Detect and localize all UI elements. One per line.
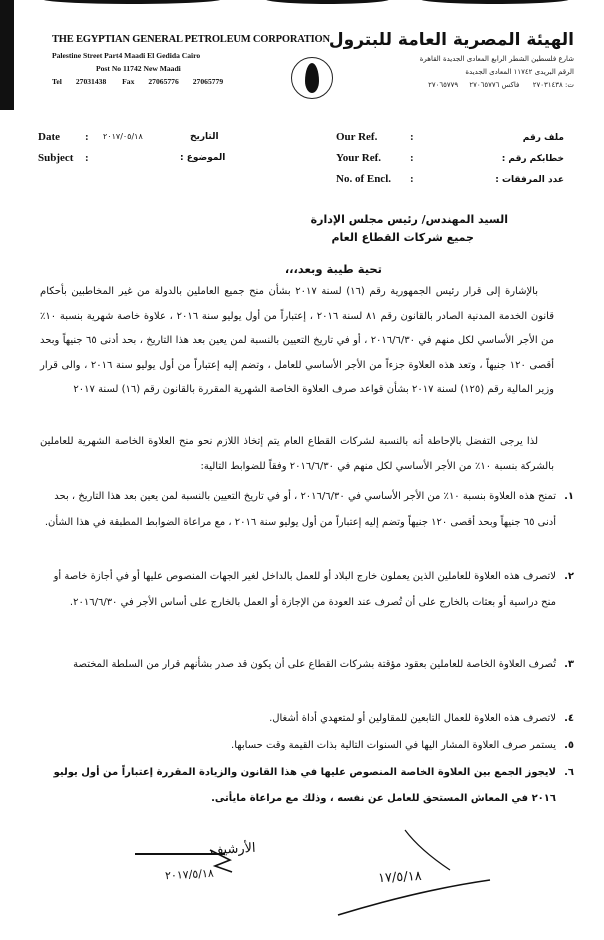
addressee-title: السيد المهندس/ رئيس مجلس الإدارة xyxy=(310,213,508,226)
your-ref-label: Your Ref. xyxy=(336,152,382,164)
body-paragraph-2 xyxy=(40,430,554,479)
subject-label: Subject xyxy=(38,152,74,164)
enclosures-label: No. of Encl. xyxy=(336,173,391,185)
flame-logo-icon xyxy=(291,57,333,99)
tel-number: 27031438 xyxy=(75,77,107,86)
org-name-english: THE EGYPTIAN GENERAL PETROLEUM CORPORATION xyxy=(52,34,330,45)
signature-right-date: ١٧/٥/١٨ xyxy=(377,868,423,887)
punch-hole xyxy=(265,0,390,4)
date-label: Date xyxy=(38,131,60,143)
body-paragraph-1-text: بالإشارة إلى قرار رئيس الجمهورية رقم (١٦) لسنة ٢٠١٧ بشأن منح جميع العاملين بالدولة من غير المخاطبين بأحكام قانون الخدمة المدنية الصادر بالقانون رقم ٨١ لسنة ٢٠١٦ ، إعتباراً من أول يوليو سنة ٢٠١٦ ، علاوة خاصة شهرية بنسبة ١٠٪ من الأجر الأساسي لكل منهم في ٢٠١٦/٦/٣٠ ، أو في تاريخ التعيين بالنسبة لمن يعين بعد هذا التاريخ ، بحد أدنى ٦٥ جنيهاً وبحد أقصى ١٢٠ جنيهاً ، وتعد هذه العلاوة جزءاً من الأجر الأساسي للعامل ، وتضم إليه إعتباراً من أول يوليو سنة ٢٠١٦ ، والى قرار وزير المالية رقم (١٢٥) لسنة ٢٠١٧ بشأن قواعد صرف العلاوة الخاصة الشهرية المقررة بالقانون رقم (١٦) لسنة ٢٠١٧ xyxy=(40,286,554,395)
list-item-text: تمنح هذه العلاوة بنسبة ١٠٪ من الأجر الأساسي في ٢٠١٦/٦/٣٠ ، أو في تاريخ التعيين بالنسبة لمن يعين بعد هذا التاريخ ، بحد أدنى ٦٥ جنيهاً وبحد أقصى ١٢٠ جنيهاً وتضم إليه إعتباراً من أول يوليو سنة ٢٠١٦ ، مع مراعاة الضوابط المطبقة في هذا الشأن. xyxy=(44,491,556,528)
punch-hole xyxy=(42,0,222,4)
enclosures-label-arabic: عدد المرفقات : xyxy=(495,175,564,185)
list-item-text: لاتصرف هذه العلاوة للعاملين الذين يعملون خارج البلاد أو للعمل بالداخل لغير الجهات المنصوص عليها أو في أجازة خاصة أو منح دراسية أو بعثات بالخارج على أن تُصرف عند العودة من الإجازة أو العمل بالخارج على أساس الأجر في ٢٠١٦/٦/٣٠. xyxy=(53,571,556,608)
fax-arabic-2: ٢٧٠٦٥٧٧٩ xyxy=(428,81,459,89)
list-item-text: لاتصرف هذه العلاوة للعمال التابعين للمقاولين أو لمتعهدي أداة أشغال. xyxy=(269,713,556,724)
fax-number-1: 27065776 xyxy=(148,77,179,86)
list-item-number: ٤. xyxy=(564,713,574,724)
body-paragraph-1 xyxy=(40,280,554,420)
list-item xyxy=(40,652,574,678)
date-colon: : xyxy=(85,131,89,143)
list-item xyxy=(40,760,574,812)
fax-number-2: 27065779 xyxy=(192,77,224,86)
our-ref-label: Our Ref. xyxy=(336,131,378,143)
punch-hole xyxy=(420,0,570,4)
subject-label-arabic: الموضوع : xyxy=(180,153,226,163)
scan-edge xyxy=(0,0,14,110)
list-item xyxy=(40,564,574,616)
our-ref-label-arabic: ملف رقم xyxy=(522,133,564,143)
contact-line-arabic xyxy=(329,81,574,89)
address-line-arabic: شارع فلسطين الشطر الرابع المعادى الجديدة القاهرة xyxy=(419,55,574,63)
list-item-text: لايجوز الجمع بين العلاوة الخاصة المنصوص عليها في هذا القانون والزيادة المقررة إعتباراً من أول يوليو ٢٠١٦ في المعاش المستحق للعامل عن نفسه ، وذلك مع مراعاة مايأتى. xyxy=(53,767,556,804)
tel-arabic: ت: ٢٧٠٣١٤٣٨ xyxy=(532,81,574,89)
list-item-number: ٣. xyxy=(564,659,574,670)
fax-arabic-1: ٢٧٠٦٥٧٧٦ xyxy=(469,81,500,89)
your-ref-label-arabic: خطابكم رقم : xyxy=(501,154,564,164)
signature-left: الأرشيف xyxy=(209,840,256,859)
list-item xyxy=(40,484,574,536)
date-label-arabic: التاريخ xyxy=(190,132,219,142)
org-name-arabic: الهيئة المصرية العامة للبترول xyxy=(328,30,574,50)
fax-label: Fax xyxy=(122,77,135,86)
postal-line-english: Post No 11742 New Maadi xyxy=(96,64,181,73)
your-ref-colon: : xyxy=(410,152,414,164)
signature-strokes xyxy=(0,820,604,920)
list-item-text: تُصرف العلاوة الخاصة للعاملين بعقود مؤقتة بشركات القطاع على أن يكون قد صدر بشأنهم قرار من السلطة المختصة xyxy=(73,659,556,670)
list-item-number: ١. xyxy=(564,491,574,502)
list-item-text: يستمر صرف العلاوة المشار اليها في السنوات التالية بذات القيمة وقت حسابها. xyxy=(231,740,556,751)
date-value: ٢٠١٧/٠٥/١٨ xyxy=(103,132,143,141)
body-paragraph-2-text: لذا يرجى التفضل بالإحاطة أنه بالنسبة لشركات القطاع العام يتم إتخاذ اللازم نحو منح العلاوة الخاصة الشهرية للعاملين بالشركة بنسبة ١٠٪ من الأجر الأساسي لكل منهم في ٢٠١٦/٦/٣٠ وفقاً للضوابط التالية: xyxy=(40,436,554,472)
addressee-companies: جميع شركات القطاع العام xyxy=(331,231,474,244)
list-item xyxy=(40,706,574,732)
fax-label-arabic: فاكس xyxy=(501,81,520,89)
list-item-number: ٥. xyxy=(564,740,574,751)
tel-label: Tel xyxy=(52,77,62,86)
postal-line-arabic: الرقم البريدى ١١٧٤٢ المعادى الجديدة xyxy=(465,68,574,76)
greeting: تحية طيبة وبعد،،، xyxy=(284,262,382,276)
list-item-number: ٦. xyxy=(564,767,574,778)
contact-line-english xyxy=(52,77,330,86)
list-item xyxy=(40,733,574,759)
letterhead-english xyxy=(52,34,330,86)
address-line-english: Palestine Street Part4 Maadi El Gedida Cairo xyxy=(52,51,201,60)
signature-left-date: ٢٠١٧/٥/١٨ xyxy=(164,866,215,883)
subject-colon: : xyxy=(85,152,89,164)
enclosures-colon: : xyxy=(410,173,414,185)
list-item-number: ٢. xyxy=(564,571,574,582)
our-ref-colon: : xyxy=(410,131,414,143)
letterhead-arabic xyxy=(329,30,574,89)
